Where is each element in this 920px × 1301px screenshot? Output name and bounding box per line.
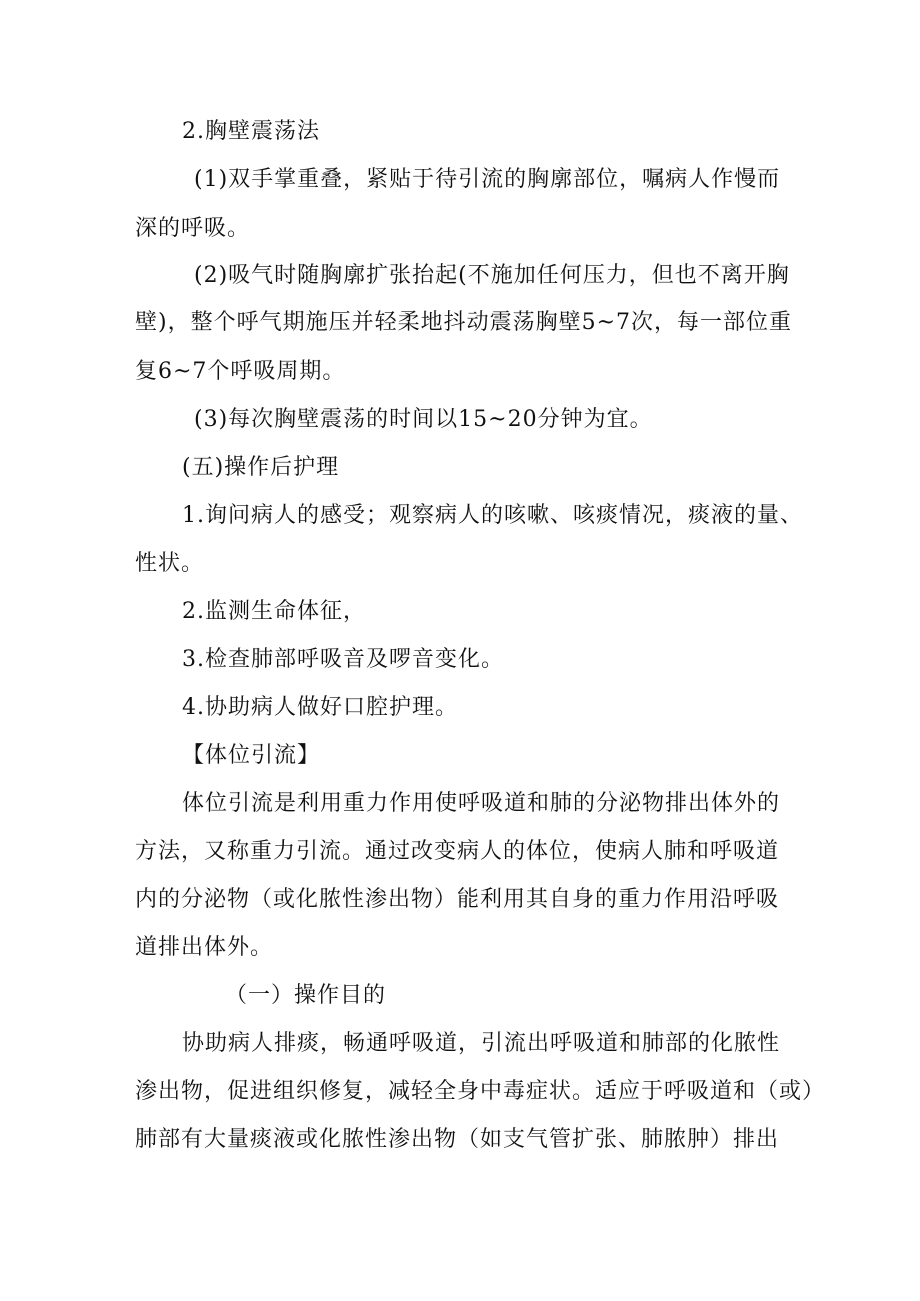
paragraph-line: 深的呼吸。: [135, 216, 251, 241]
list-item: 3.检查肺部呼吸音及啰音变化。: [182, 647, 504, 672]
paragraph-line: 内的分泌物（或化脓性渗出物）能利用其自身的重力作用沿呼吸: [135, 887, 780, 912]
heading-operation-purpose: （一）操作目的: [225, 983, 387, 1008]
heading-post-operation-care: (五)操作后护理: [182, 455, 340, 480]
paragraph-line: (2)吸气时随胸廓扩张抬起(不施加任何压力，但也不离开胸: [194, 263, 790, 288]
heading-postural-drainage: 【体位引流】: [182, 743, 321, 768]
paragraph-line: 1.询问病人的感受；观察病人的咳嗽、咳痰情况，痰液的量、: [182, 503, 803, 528]
paragraph-line: 道排出体外。: [135, 935, 274, 960]
paragraph-line: 协助病人排痰，畅通呼吸道，引流出呼吸道和肺部的化脓性: [182, 1031, 781, 1056]
paragraph-line: 性状。: [135, 551, 205, 576]
paragraph-line: 复6~7个呼吸周期。: [135, 359, 346, 384]
paragraph-line: 方法，又称重力引流。通过改变病人的体位，使病人肺和呼吸道: [135, 839, 780, 864]
list-item: 2.监测生命体征，: [182, 599, 366, 624]
paragraph-line: (1)双手掌重叠，紧贴于待引流的胸廓部位，嘱病人作慢而: [194, 167, 781, 192]
paragraph-line: 体位引流是利用重力作用使呼吸道和肺的分泌物排出体外的: [182, 791, 781, 816]
paragraph-line: (3)每次胸壁震荡的时间以15~20分钟为宜。: [194, 407, 653, 432]
list-item: 4.协助病人做好口腔护理。: [182, 695, 458, 720]
paragraph-line: 肺部有大量痰液或化脓性渗出物（如支气管扩张、肺脓肿）排出: [135, 1127, 780, 1152]
paragraph-line: 渗出物，促进组织修复，减轻全身中毒症状。适应于呼吸道和（或）: [135, 1079, 826, 1104]
heading-chest-wall-vibration: 2.胸壁震荡法: [182, 119, 320, 144]
paragraph-line: 壁)，整个呼气期施压并轻柔地抖动震荡胸壁5~7次，每一部位重: [135, 310, 793, 335]
